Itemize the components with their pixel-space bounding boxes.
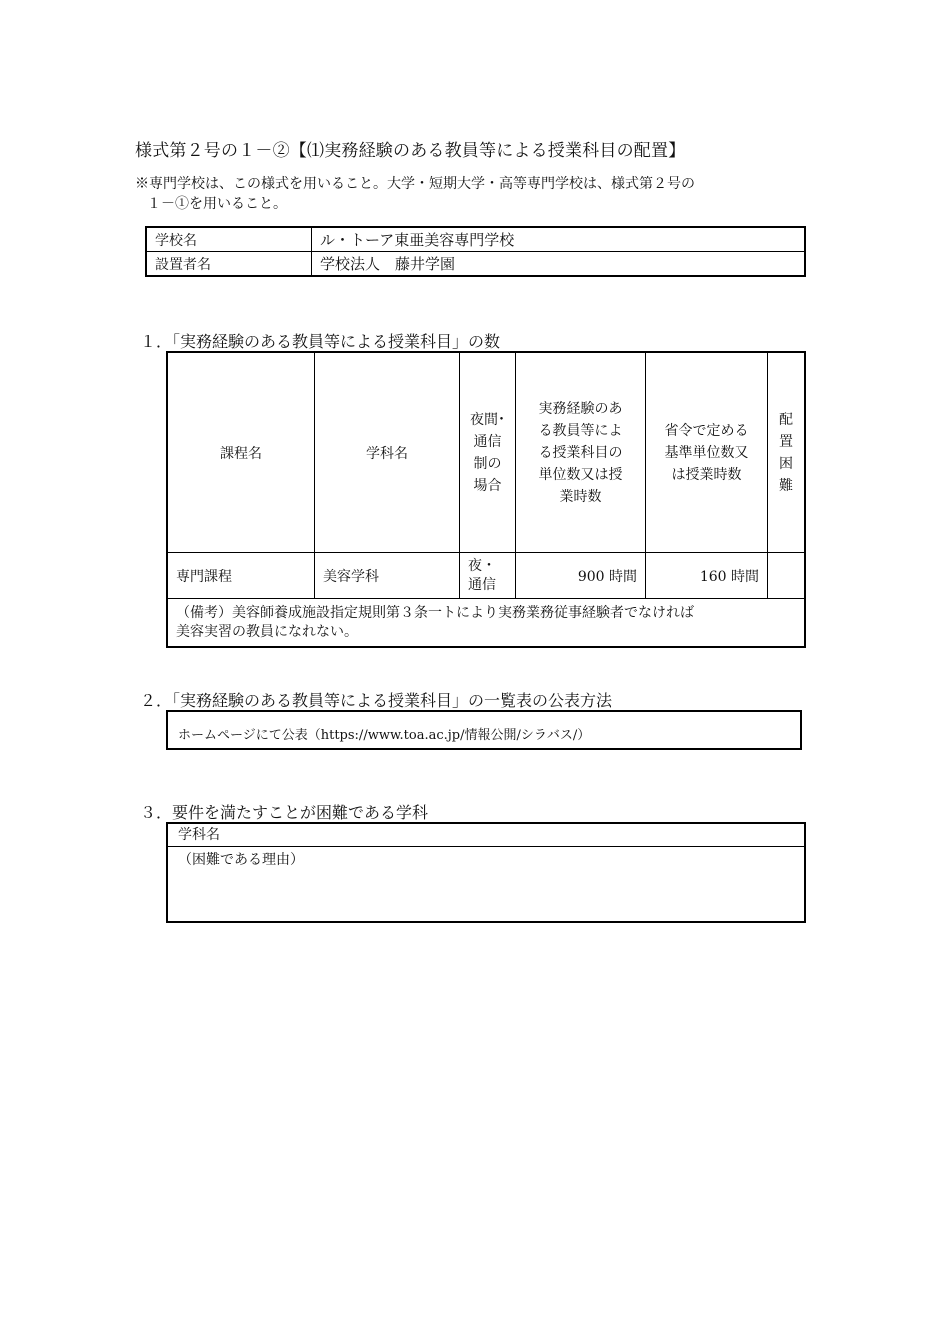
difficult-dept-table: [166, 822, 806, 923]
remarks-cell: [167, 599, 805, 648]
section3-heading: ３．要件を満たすことが困難である学科: [140, 803, 429, 822]
remarks-line-1: （備考）美容師養成施設指定規則第３条一トにより実務業務従事経験者でなければ: [176, 604, 694, 621]
hours-header-line: る授業科目の: [538, 444, 623, 461]
remarks-line-2: 美容実習の教員になれない。: [176, 623, 358, 640]
col-course-header: 課程名: [167, 352, 315, 553]
note-line-2: １－①を用いること。: [147, 196, 287, 212]
hours-header-line: 業時数: [559, 488, 602, 505]
col-department-header: 学科名: [315, 352, 460, 553]
course-cell: 専門課程: [167, 553, 315, 599]
remarks-row: [167, 599, 805, 648]
header-row: [167, 352, 805, 553]
col-difficulty-header: [768, 352, 806, 553]
founder-label: 設置者名: [146, 252, 312, 277]
form-title: 様式第２号の１－②【⑴実務経験のある教員等による授業科目の配置】: [135, 141, 686, 161]
dept-label: 学科名: [167, 823, 805, 847]
difficulty-header-line: 困: [779, 455, 793, 472]
night-header-line: 夜間･: [470, 411, 505, 428]
section2-heading: ２．「実務経験のある教員等による授業科目」の一覧表の公表方法: [140, 691, 613, 710]
difficulty-cell: [768, 553, 806, 599]
table-row: [167, 553, 805, 599]
standard-header-line: 省令で定める: [664, 422, 749, 439]
note-line-1: ※専門学校は、この様式を用いること。大学・短期大学・高等専門学校は、様式第２号の: [135, 176, 695, 192]
section1-heading: １．「実務経験のある教員等による授業科目」の数: [140, 332, 501, 351]
hours-header-line: 実務経験のあ: [538, 400, 623, 417]
school-info-table: [145, 226, 806, 277]
night-header-line: 制の: [473, 455, 502, 472]
department-cell: 美容学科: [315, 553, 460, 599]
standard-header-line: 基準単位数又: [664, 444, 749, 461]
col-hours-header: [516, 352, 646, 553]
difficulty-header-line: 配: [779, 411, 793, 428]
reason-label: （困難である理由）: [167, 847, 805, 923]
col-standard-header: [646, 352, 768, 553]
practical-subjects-table: [166, 351, 806, 648]
usage-note: [135, 174, 695, 214]
col-night-header: [460, 352, 516, 553]
night-header-line: 通信: [473, 433, 502, 450]
school-row: [146, 227, 805, 252]
school-name-value: ル・トーア東亜美容専門学校: [312, 227, 806, 252]
reason-row: [167, 847, 805, 923]
night-header-line: 場合: [473, 477, 502, 494]
school-name-label: 学校名: [146, 227, 312, 252]
hours-cell: 900 時間: [516, 553, 646, 599]
standard-cell: 160 時間: [646, 553, 768, 599]
difficulty-header-line: 難: [779, 477, 793, 494]
night-cell-line: 通信: [468, 576, 496, 593]
hours-header-line: る教員等によ: [538, 422, 623, 439]
difficulty-header-line: 置: [779, 433, 793, 450]
night-cell: [460, 553, 516, 599]
standard-header-line: は授業時数: [671, 466, 742, 483]
founder-value: 学校法人 藤井学園: [312, 252, 806, 277]
night-cell-line: 夜・: [468, 557, 496, 574]
publication-method-box: ホームページにて公表（https://www.toa.ac.jp/情報公開/シラバス/）: [166, 710, 802, 750]
dept-row: [167, 823, 805, 847]
founder-row: [146, 252, 805, 277]
hours-header-line: 単位数又は授: [538, 466, 623, 483]
